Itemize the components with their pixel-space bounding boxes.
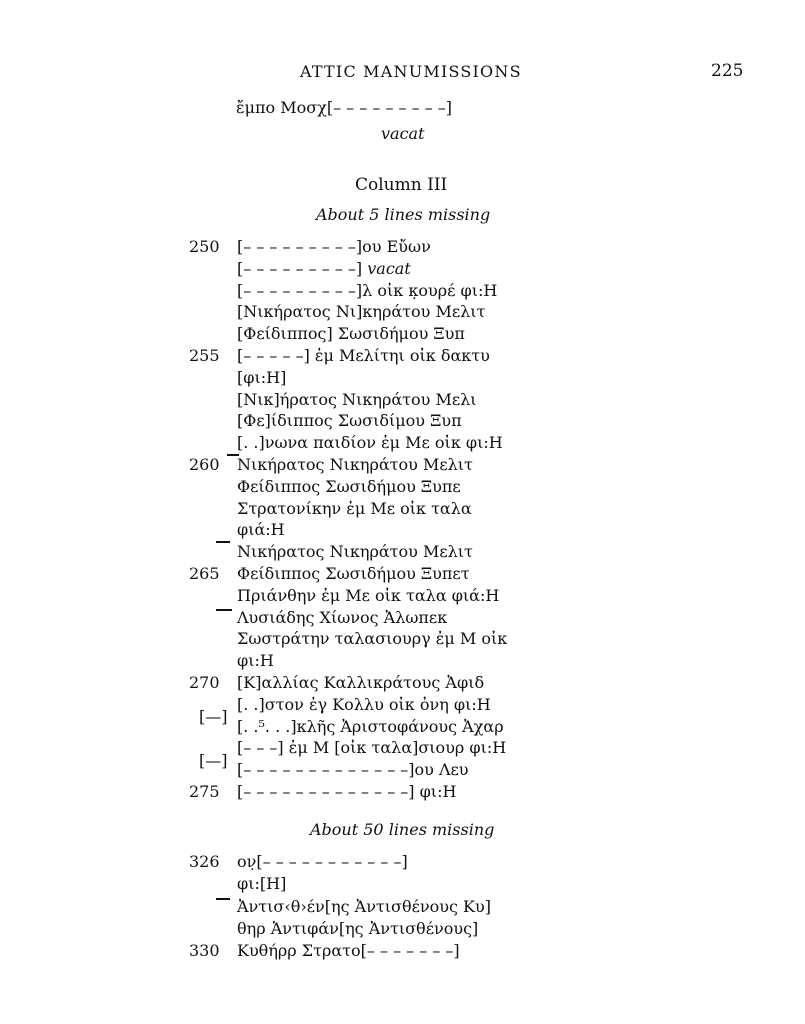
text-line: [Κ]αλλίας Καλλικράτους Ἀφιδ	[237, 673, 485, 692]
text-line: [φι:Η]	[237, 367, 287, 387]
page-number: 225	[711, 61, 744, 81]
column-heading: Column III	[355, 175, 448, 195]
line-number: 326	[189, 852, 220, 871]
running-title: ATTIC MANUMISSIONS	[300, 62, 522, 81]
text-line: [– – – – – – – – –] vacat	[237, 258, 411, 278]
text-line: [Φε]ίδιππος Σωσιδίμου Ξυπ	[237, 411, 462, 431]
missing-note-mid: About 50 lines missing	[310, 820, 495, 839]
text-line: Νικήρατος Νικηράτου Μελιτ	[237, 542, 473, 562]
text-line: [– – – – – – – – – – – – –]ου Λευ	[237, 760, 469, 780]
intro-line: ἔμπο Μοσχ[– – – – – – – – –]	[236, 98, 453, 117]
line-number: 250	[189, 237, 220, 256]
text-line: [Φείδιππος] Σωσιδήμου Ξυπ	[237, 324, 465, 344]
text-line: [– – –] ἐμ Μ [οἰκ ταλα]σιουρ φι:Η	[237, 738, 507, 758]
text-line: Στρατονίκην ἐμ Με οἰκ ταλα	[237, 498, 472, 518]
line-number: 270	[189, 673, 220, 692]
text-line: [. .⁵. . .]κλῆς Ἀριστοφάνους Ἀχαρ	[237, 716, 504, 736]
vacat-word: vacat	[367, 258, 411, 278]
text-line: ον̣[– – – – – – – – – – –]	[237, 852, 408, 871]
text-line: [– – – – – – – – – – – – –] φι:Η	[237, 782, 457, 801]
text-line: [. .]νωνα παιδίον ἐμ Με οἰκ φι:Η	[237, 433, 503, 453]
text-line: Λυσιάδης Χίωνος Ἀλωπεκ	[237, 607, 448, 627]
text-line: Φείδιππος Σωσιδήμου Ξυπετ	[237, 564, 470, 583]
text-line: θηρ Ἀντιφάν[ης Ἀντισθένους]	[237, 918, 479, 938]
paragraph-mark	[216, 609, 232, 611]
margin-bracket-dash: [—]	[199, 707, 228, 726]
text-line: Νικήρατος Νικηράτου Μελιτ	[237, 455, 473, 474]
text-line: φι:Η	[237, 651, 274, 671]
text-line: [. .]στον ἐγ Κολλυ οἰκ ὀνη φι:Η	[237, 694, 491, 714]
line-number: 255	[189, 346, 220, 365]
intro-vacat: vacat	[381, 124, 425, 143]
text-line: [Νικήρατος Νι]κηράτου Μελιτ	[237, 302, 486, 322]
line-number: 330	[189, 941, 220, 961]
text-line: [– – – – – – – – –]ου Εὔων	[237, 237, 431, 256]
text-line: Πριάνθην ἐμ Με οἰκ ταλα φιά:Η	[237, 585, 500, 605]
line-number: 260	[189, 455, 220, 474]
text-line: Φείδιππος Σωσιδήμου Ξυπε	[237, 476, 461, 496]
missing-note-top: About 5 lines missing	[316, 205, 491, 224]
text-line: [Νικ]ήρατος Νικηράτου Μελι	[237, 389, 477, 409]
text-line: Κυθήρρ Στρατο[– – – – – – –]	[237, 941, 460, 961]
text-line: Σωστράτην ταλασιουργ ἐμ Μ οἰκ	[237, 629, 508, 649]
line-number: 275	[189, 782, 220, 801]
margin-bracket-dash: [—]	[199, 751, 228, 770]
paragraph-mark	[227, 454, 239, 456]
line-number: 265	[189, 564, 220, 583]
paragraph-mark	[216, 898, 230, 900]
paragraph-mark	[216, 541, 230, 543]
text-line: Ἀντισ‹θ›έν[ης Ἀντισθένους Κυ]	[237, 896, 491, 916]
text-line: [– – – – –] ἐμ Μελίτηι οἰκ δακτυ	[237, 346, 490, 365]
text-line: φιά:Η	[237, 520, 285, 540]
text-line: [– – – – – – – – –]λ οἰκ κ̣ουρέ φι:Η	[237, 280, 498, 300]
text-line: φι:[Η]	[237, 874, 287, 894]
